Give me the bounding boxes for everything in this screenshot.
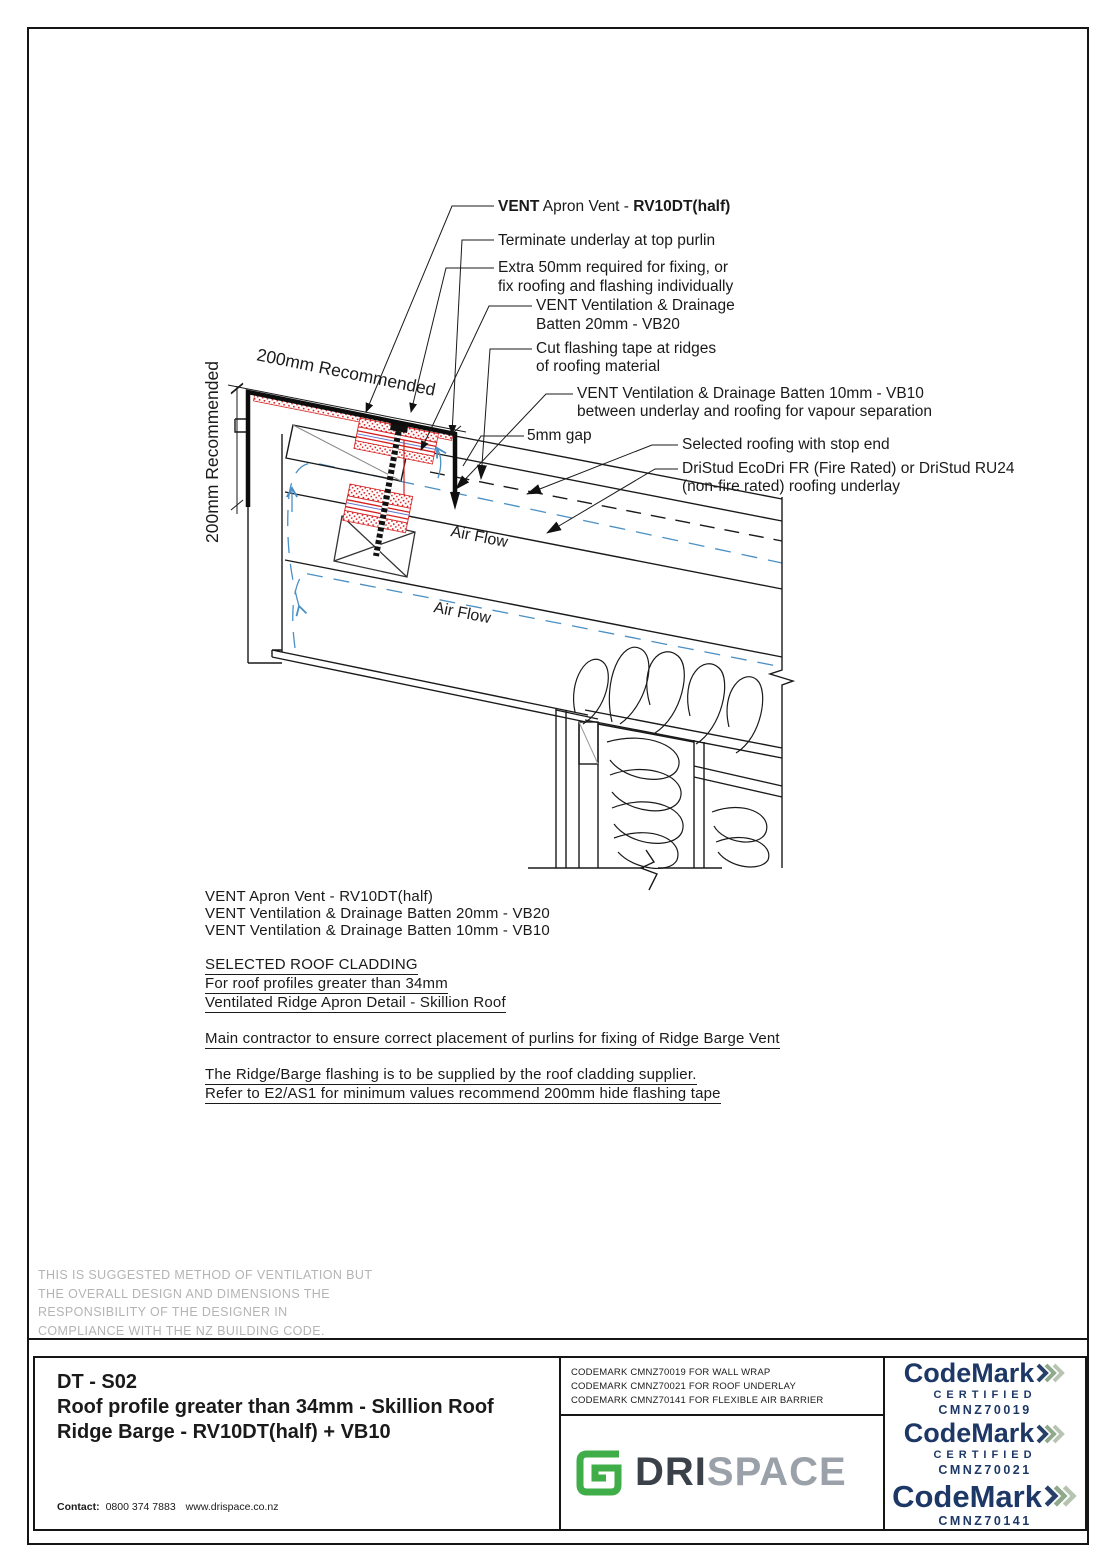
title-block-left	[35, 1358, 561, 1529]
chevron-icon	[1036, 1424, 1066, 1444]
callout-apron-vent-bold1: VENT	[498, 198, 540, 215]
callout-cut-tape-line1: Cut flashing tape at ridges	[536, 340, 717, 357]
airflow-path-lower	[293, 573, 782, 667]
flashing-end-arrow	[450, 492, 460, 510]
disclaimer-line: THE OVERALL DESIGN AND DIMENSIONS THE	[38, 1286, 330, 1301]
note-roof-profiles: For roof profiles greater than 34mm	[205, 975, 448, 992]
wall-assembly	[528, 708, 782, 890]
drispace-logo-text	[635, 1450, 847, 1495]
title-block	[33, 1356, 1087, 1531]
codemark-brand: CodeMark	[903, 1357, 1035, 1388]
callout-terminate-underlay: Terminate underlay at top purlin	[498, 232, 716, 249]
notes-block	[205, 888, 780, 1104]
codemark-note-line: CODEMARK CMNZ70019 FOR WALL WRAP	[571, 1367, 771, 1378]
ceiling-board	[694, 766, 782, 797]
air-flow-label-2: Air Flow	[432, 599, 493, 628]
callout-underlay-line1: DriStud EcoDri FR (Fire Rated) or DriStud RU24	[682, 460, 1015, 477]
codemark-brand: CodeMark	[892, 1478, 1042, 1514]
contact-label: Contact:	[57, 1501, 100, 1513]
contact-website[interactable]: www.drispace.co.nz	[185, 1501, 279, 1513]
contact-line	[57, 1501, 288, 1513]
codemark-number: CMNZ70141	[938, 1513, 1032, 1528]
note-main-contractor: Main contractor to ensure correct placement of purlins for fixing of Ridge Barge Vent	[205, 1030, 780, 1047]
chevron-icon	[1044, 1484, 1078, 1508]
callout-apron-vent	[498, 198, 730, 215]
title-block-middle	[561, 1358, 885, 1529]
disclaimer-text	[38, 1266, 372, 1340]
callout-selected-roofing: Selected roofing with stop end	[682, 436, 890, 453]
codemark-number: CMNZ70019	[938, 1402, 1032, 1417]
disclaimer-line: THIS IS SUGGESTED METHOD OF VENTILATION BUT	[38, 1268, 373, 1282]
wall-break-symbol	[641, 850, 657, 890]
callout-vb20-line2: Batten 20mm - VB20	[536, 316, 680, 333]
codemark-certified: CERTIFIED	[933, 1449, 1037, 1462]
codemark-notes	[561, 1358, 883, 1416]
dimension-left-label: 200mm Recommended	[202, 361, 222, 543]
contact-phone: 0800 374 7883	[105, 1501, 176, 1513]
codemark-number: CMNZ70021	[938, 1463, 1032, 1478]
fascia-and-soffit	[235, 419, 588, 722]
note-roof-cladding-heading: SELECTED ROOF CLADDING	[205, 956, 418, 973]
dimension-left	[231, 384, 243, 514]
codemark-brand: CodeMark	[903, 1418, 1035, 1449]
callout-vb10-line2: between underlay and roofing for vapour separation	[577, 403, 933, 420]
drawing-code: DT - S02	[57, 1371, 138, 1393]
callout-apron-vent-bold2: RV10DT(half)	[633, 198, 731, 215]
logo-space: SPACE	[706, 1450, 847, 1494]
title-block-right	[885, 1358, 1085, 1529]
dimension-top-label: 200mm Recommended	[255, 344, 438, 400]
drawing-title-line1: Roof profile greater than 34mm - Skillion Roof	[57, 1396, 494, 1418]
wall-insulation	[607, 738, 769, 868]
callout-5mm-gap: 5mm gap	[527, 427, 592, 444]
logo-dri: DRI	[635, 1450, 707, 1494]
drispace-logo-icon	[573, 1446, 627, 1500]
codemark-badge-3	[892, 1478, 1078, 1528]
note-flashing-supplier: The Ridge/Barge flashing is to be supplied by the roof cladding supplier.	[205, 1066, 697, 1083]
callout-vb20-line1: VENT Ventilation & Drainage	[536, 297, 735, 314]
codemark-certified: CERTIFIED	[933, 1388, 1037, 1401]
callout-apron-vent-mid: Apron Vent -	[539, 198, 634, 215]
chevron-icon	[1036, 1363, 1066, 1383]
legend-line: VENT Apron Vent - RV10DT(half)	[205, 888, 434, 905]
codemark-note-line: CODEMARK CMNZ70021 FOR ROOF UNDERLAY	[571, 1381, 797, 1392]
callout-cut-tape-line2: of roofing material	[536, 358, 661, 375]
callout-underlay-line2: (non-fire rated) roofing underlay	[682, 478, 900, 495]
section-cut-line	[770, 497, 793, 868]
callout-extra-50mm-line1: Extra 50mm required for fixing, or	[498, 259, 729, 276]
note-e2as1: Refer to E2/AS1 for minimum values recommend 200mm hide flashing tape	[205, 1085, 721, 1102]
drawing-title-line2: Ridge Barge - RV10DT(half) + VB10	[57, 1421, 391, 1443]
drispace-logo	[561, 1416, 883, 1529]
vb10-vent-block	[343, 484, 413, 533]
callout-vb10-line1: VENT Ventilation & Drainage Batten 10mm - VB10	[577, 385, 924, 402]
air-flow-label-1: Air Flow	[449, 523, 510, 552]
codemark-note-line: CODEMARK CMNZ70141 FOR FLEXIBLE AIR BARRIER	[571, 1395, 824, 1406]
codemark-badge-2	[904, 1420, 1067, 1477]
legend-line: VENT Ventilation & Drainage Batten 20mm - VB20	[205, 905, 550, 922]
note-detail-name: Ventilated Ridge Apron Detail - Skillion Roof	[205, 994, 506, 1011]
legend-line: VENT Ventilation & Drainage Batten 10mm - VB10	[205, 922, 550, 939]
callout-extra-50mm-line2: fix roofing and flashing individually	[498, 278, 734, 295]
disclaimer-line: COMPLIANCE WITH THE NZ BUILDING CODE.	[38, 1323, 325, 1338]
codemark-badge-1	[903, 1357, 1067, 1417]
disclaimer-line: RESPONSIBILITY OF THE DESIGNER IN	[38, 1305, 288, 1319]
